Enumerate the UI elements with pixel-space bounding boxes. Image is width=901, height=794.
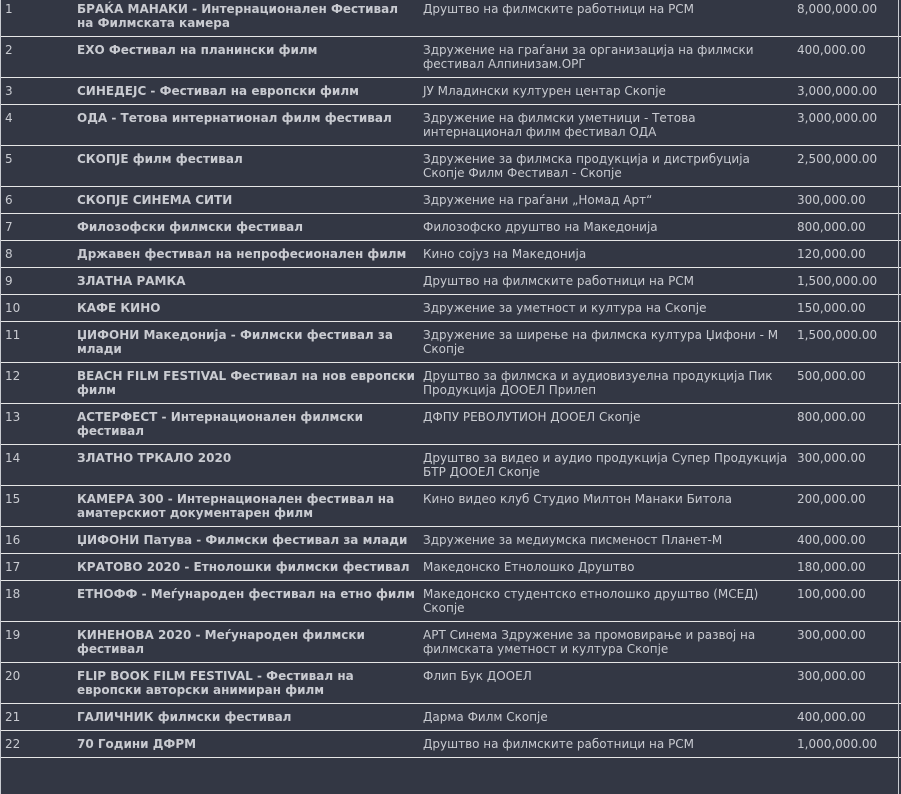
row-number-cell: 14 xyxy=(0,445,73,486)
festival-title-cell: BEACH FILM FESTIVAL Фестивал на нов европски филм xyxy=(73,363,419,404)
festival-title-cell: ЏИФОНИ Македонија - Филмски фестивал за млади xyxy=(73,322,419,363)
organizer-cell: Здружение на филмски уметници - Тетова интернационал филм фестивал ОДА xyxy=(419,105,793,146)
table-row xyxy=(0,731,901,758)
table-row xyxy=(0,663,901,704)
festival-title-cell: СКОПЈЕ филм фестивал xyxy=(73,146,419,187)
organizer-cell: Здружение на граѓани „Номад Арт“ xyxy=(419,187,793,214)
amount-cell: 300,000.00 xyxy=(793,445,901,486)
row-number-cell: 17 xyxy=(0,554,73,581)
festival-title-cell: FLIP BOOK FILM FESTIVAL - Фестивал на европски авторски анимиран филм xyxy=(73,663,419,704)
festival-title-cell: ОДА - Тетова интернатионал филм фестивал xyxy=(73,105,419,146)
festival-title-cell: 70 Години ДФРМ xyxy=(73,731,419,758)
amount-cell: 3,000,000.00 xyxy=(793,78,901,105)
row-number-cell: 8 xyxy=(0,241,73,268)
organizer-cell: Кино сојуз на Македонија xyxy=(419,241,793,268)
table-row xyxy=(0,214,901,241)
row-number-cell: 9 xyxy=(0,268,73,295)
table-right-edge xyxy=(898,0,899,794)
table-row xyxy=(0,322,901,363)
table-row xyxy=(0,622,901,663)
amount-cell: 120,000.00 xyxy=(793,241,901,268)
festival-title-cell: СКОПЈЕ СИНЕМА СИТИ xyxy=(73,187,419,214)
organizer-cell: Македонско Етнолошко Друштво xyxy=(419,554,793,581)
table-row xyxy=(0,78,901,105)
festival-title-cell: ЗЛАТНА РАМКА xyxy=(73,268,419,295)
table-row xyxy=(0,105,901,146)
festival-title-cell: КИНЕНОВА 2020 - Меѓународен филмски фестивал xyxy=(73,622,419,663)
organizer-cell: Друштво на филмските работници на РСМ xyxy=(419,0,793,37)
amount-cell: 400,000.00 xyxy=(793,37,901,78)
organizer-cell: Здружение за медиумска писменост Планет-М xyxy=(419,527,793,554)
row-number-cell: 19 xyxy=(0,622,73,663)
festival-title-cell: ЕТНОФФ - Меѓународен фестивал на етно филм xyxy=(73,581,419,622)
row-number-cell: 13 xyxy=(0,404,73,445)
table-row xyxy=(0,37,901,78)
amount-cell: 800,000.00 xyxy=(793,214,901,241)
amount-cell: 3,000,000.00 xyxy=(793,105,901,146)
festival-title-cell: ЕХО Фестивал на планински филм xyxy=(73,37,419,78)
amount-cell: 300,000.00 xyxy=(793,187,901,214)
row-number-cell: 18 xyxy=(0,581,73,622)
table-left-edge xyxy=(0,0,1,794)
organizer-cell: АРТ Синема Здружение за промовирање и развој на филмската уметност и култура Скопје xyxy=(419,622,793,663)
amount-cell: 2,500,000.00 xyxy=(793,146,901,187)
table-row xyxy=(0,581,901,622)
row-number-cell: 22 xyxy=(0,731,73,758)
amount-cell: 400,000.00 xyxy=(793,527,901,554)
row-number-cell: 7 xyxy=(0,214,73,241)
festival-title-cell: КАМЕРА 300 - Интернационален фестивал на аматерскиот документарен филм xyxy=(73,486,419,527)
amount-cell: 1,000,000.00 xyxy=(793,731,901,758)
row-number-cell: 12 xyxy=(0,363,73,404)
organizer-cell: Филозофско друштво на Македонија xyxy=(419,214,793,241)
amount-cell: 300,000.00 xyxy=(793,622,901,663)
organizer-cell: Дарма Филм Скопје xyxy=(419,704,793,731)
organizer-cell: Друштво за видео и аудио продукција Супер Продукција БТР ДООЕЛ Скопје xyxy=(419,445,793,486)
row-number-cell: 5 xyxy=(0,146,73,187)
festival-title-cell: КАФЕ КИНО xyxy=(73,295,419,322)
row-number-cell: 21 xyxy=(0,704,73,731)
organizer-cell: Здружение за уметност и култура на Скопје xyxy=(419,295,793,322)
organizer-cell: Друштво на филмските работници на РСМ xyxy=(419,731,793,758)
amount-cell: 200,000.00 xyxy=(793,486,901,527)
table-row xyxy=(0,445,901,486)
organizer-cell: ЈУ Младински културен центар Скопје xyxy=(419,78,793,105)
organizer-cell: Флип Бук ДООЕЛ xyxy=(419,663,793,704)
festival-title-cell: БРАЌА МАНАКИ - Интернационален Фестивал на Филмската камера xyxy=(73,0,419,37)
organizer-cell: Кино видео клуб Студио Милтон Манаки Битола xyxy=(419,486,793,527)
organizer-cell: ДФПУ РЕВОЛУТИОН ДООЕЛ Скопје xyxy=(419,404,793,445)
amount-cell: 400,000.00 xyxy=(793,704,901,731)
row-number-cell: 6 xyxy=(0,187,73,214)
table-row xyxy=(0,187,901,214)
festival-title-cell: Државен фестивал на непрофесионален филм xyxy=(73,241,419,268)
row-number-cell: 1 xyxy=(0,0,73,37)
festival-title-cell: КРАТОВО 2020 - Етнолошки филмски фестивал xyxy=(73,554,419,581)
organizer-cell: Македонско студентско етнолошко друштво (МСЕД) Скопје xyxy=(419,581,793,622)
row-number-cell: 3 xyxy=(0,78,73,105)
organizer-cell: Друштво на филмските работници на РСМ xyxy=(419,268,793,295)
amount-cell: 1,500,000.00 xyxy=(793,322,901,363)
table-row xyxy=(0,268,901,295)
table-row xyxy=(0,527,901,554)
row-number-cell: 20 xyxy=(0,663,73,704)
organizer-cell: Друштво за филмска и аудиовизуелна продукција Пик Продукција ДООЕЛ Прилеп xyxy=(419,363,793,404)
amount-cell: 500,000.00 xyxy=(793,363,901,404)
amount-cell: 8,000,000.00 xyxy=(793,0,901,37)
amount-cell: 100,000.00 xyxy=(793,581,901,622)
table-row xyxy=(0,146,901,187)
amount-cell: 180,000.00 xyxy=(793,554,901,581)
row-number-cell: 10 xyxy=(0,295,73,322)
festival-title-cell: СИНЕДЕЈС - Фестивал на европски филм xyxy=(73,78,419,105)
festival-title-cell: ГАЛИЧНИК филмски фестивал xyxy=(73,704,419,731)
amount-cell: 800,000.00 xyxy=(793,404,901,445)
row-number-cell: 4 xyxy=(0,105,73,146)
festival-title-cell: ЏИФОНИ Патува - Филмски фестивал за млади xyxy=(73,527,419,554)
table-row xyxy=(0,295,901,322)
organizer-cell: Здружение за ширење на филмска култура Џифони - М Скопје xyxy=(419,322,793,363)
row-number-cell: 15 xyxy=(0,486,73,527)
table-row xyxy=(0,363,901,404)
amount-cell: 150,000.00 xyxy=(793,295,901,322)
row-number-cell: 16 xyxy=(0,527,73,554)
row-number-cell: 11 xyxy=(0,322,73,363)
organizer-cell: Здружение на граѓани за организација на филмски фестивал Алпинизам.ОРГ xyxy=(419,37,793,78)
festival-title-cell: АСТЕРФЕСТ - Интернационален филмски фестивал xyxy=(73,404,419,445)
table-row xyxy=(0,704,901,731)
table-row xyxy=(0,554,901,581)
amount-cell: 300,000.00 xyxy=(793,663,901,704)
amount-cell: 1,500,000.00 xyxy=(793,268,901,295)
festival-title-cell: ЗЛАТНО ТРКАЛО 2020 xyxy=(73,445,419,486)
row-number-cell: 2 xyxy=(0,37,73,78)
festival-title-cell: Филозофски филмски фестивал xyxy=(73,214,419,241)
table-row xyxy=(0,241,901,268)
table-row xyxy=(0,486,901,527)
table-row xyxy=(0,0,901,37)
organizer-cell: Здружение за филмска продукција и дистрибуција Скопје Филм Фестивал - Скопје xyxy=(419,146,793,187)
table-row xyxy=(0,404,901,445)
